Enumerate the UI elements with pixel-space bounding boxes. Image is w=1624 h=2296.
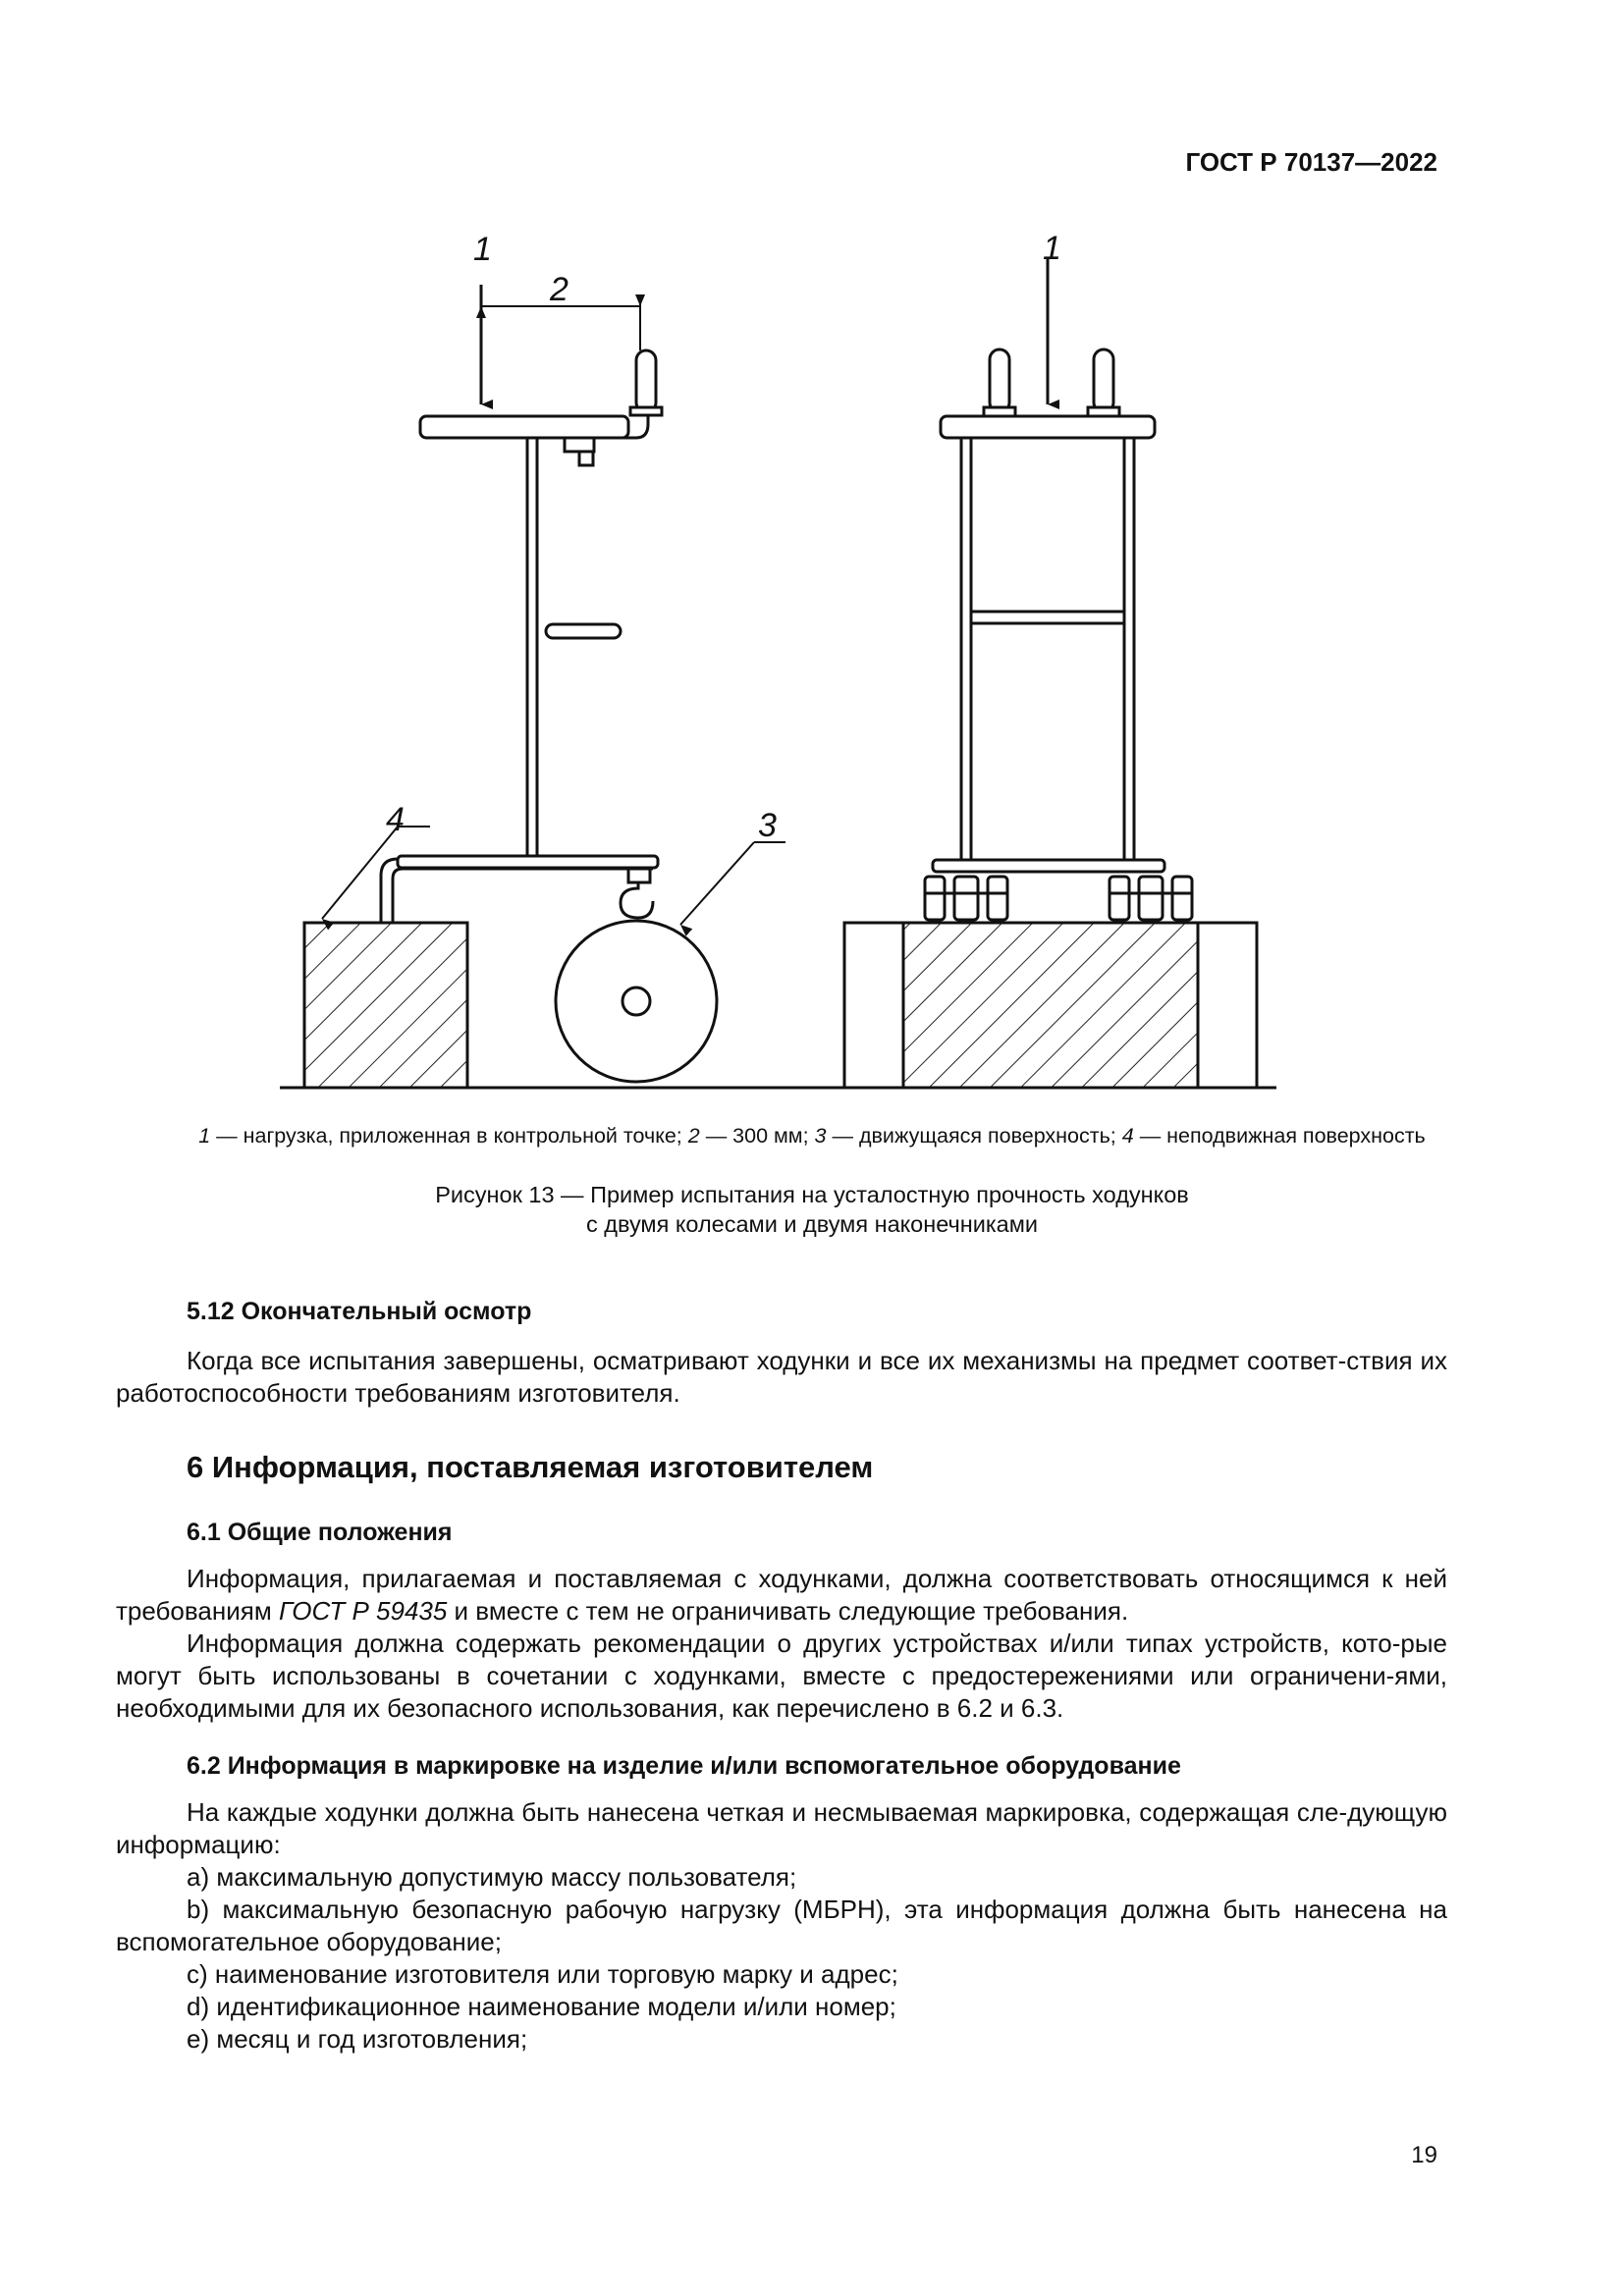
heading-6: 6 Информация, поставляемая изготовителем bbox=[187, 1450, 874, 1484]
page-number: 19 bbox=[1411, 2142, 1437, 2168]
fixed-surface-block bbox=[304, 923, 467, 1088]
paragraph-6-1-b: Информация должна содержать рекомендации о других устройствах и/или типах устройств, кото-рые могут быть использованы в сочетании с ходунками, вместе с предостережениями или ограничени-ями, необходимыми для их безопасного использования, как перечислено в 6.2 и 6.3. bbox=[116, 1629, 1447, 1723]
document-header: ГОСТ Р 70137—2022 bbox=[1185, 147, 1437, 177]
list-item-c: c) наименование изготовителя или торговую марку и адрес; bbox=[187, 1959, 898, 1989]
callout-4: 4 bbox=[386, 801, 405, 838]
callout-2: 2 bbox=[550, 271, 568, 308]
legend-text-3: — движущаяся поверхность; bbox=[826, 1124, 1122, 1148]
heading-6-2: 6.2 Информация в маркировке на изделие и/или вспомогательное оборудование bbox=[187, 1752, 1181, 1780]
list-item-b: b) максимальную безопасную рабочую нагрузку (МБРН), эта информация должна быть нанесена на вспомогательное оборудование; bbox=[116, 1895, 1447, 1956]
list-item-d: d) идентификационное наименование модели и/или номер; bbox=[187, 1992, 896, 2021]
legend-num-1: 1 bbox=[198, 1124, 211, 1148]
front-moving-surface bbox=[903, 923, 1198, 1088]
callout-3: 3 bbox=[758, 807, 777, 844]
list-item-a: a) максимальную допустимую массу пользователя; bbox=[187, 1862, 797, 1892]
callout-1-front: 1 bbox=[1043, 230, 1061, 267]
figure-legend bbox=[0, 1124, 1624, 1148]
p1-after: и вместе с тем не ограничивать следующие требования. bbox=[447, 1596, 1129, 1626]
callout-1-side: 1 bbox=[473, 231, 492, 268]
heading-6-1: 6.1 Общие положения bbox=[187, 1519, 453, 1546]
walker-front-handle-left bbox=[990, 349, 1009, 412]
legend-num-2: 2 bbox=[687, 1124, 700, 1148]
walker-front-top bbox=[941, 416, 1155, 438]
caption-line-2: с двумя колесами и двумя наконечниками bbox=[585, 1211, 1039, 1237]
walker-side-handle bbox=[636, 350, 656, 412]
legend-text-1: — нагрузка, приложенная в контрольной точке; bbox=[210, 1124, 688, 1148]
moving-surface-drum bbox=[556, 921, 717, 1082]
caption-line-1: Рисунок 13 — Пример испытания на усталостную прочность ходунков bbox=[435, 1182, 1189, 1207]
legend-num-3: 3 bbox=[814, 1124, 827, 1148]
legend-num-4: 4 bbox=[1121, 1124, 1134, 1148]
figure-caption bbox=[0, 1180, 1624, 1239]
walker-side-top bbox=[420, 416, 628, 438]
paragraph-5-12: Когда все испытания завершены, осматривают ходунки и все их механизмы на предмет соответ-ствия их работоспособности требованиям изготовителя. bbox=[116, 1346, 1447, 1408]
heading-5-12: 5.12 Окончательный осмотр bbox=[187, 1298, 532, 1325]
paragraph-6-1-a bbox=[116, 1563, 1447, 1628]
list-item-e: e) месяц и год изготовления; bbox=[187, 2024, 528, 2054]
p1-before: Информация, прилагаемая и поставляемая с ходунками, должна соответствовать относящимся к ней требованиям bbox=[116, 1564, 1447, 1626]
legend-text-2: — 300 мм; bbox=[699, 1124, 815, 1148]
walker-front-handle-right bbox=[1094, 349, 1113, 412]
reference-gost: ГОСТ Р 59435 bbox=[278, 1596, 448, 1626]
paragraph-6-2: На каждые ходунки должна быть нанесена четкая и несмываемая маркировка, содержащая сле-дующую информацию: bbox=[116, 1797, 1447, 1859]
legend-text-4: — неподвижная поверхность bbox=[1133, 1124, 1426, 1148]
